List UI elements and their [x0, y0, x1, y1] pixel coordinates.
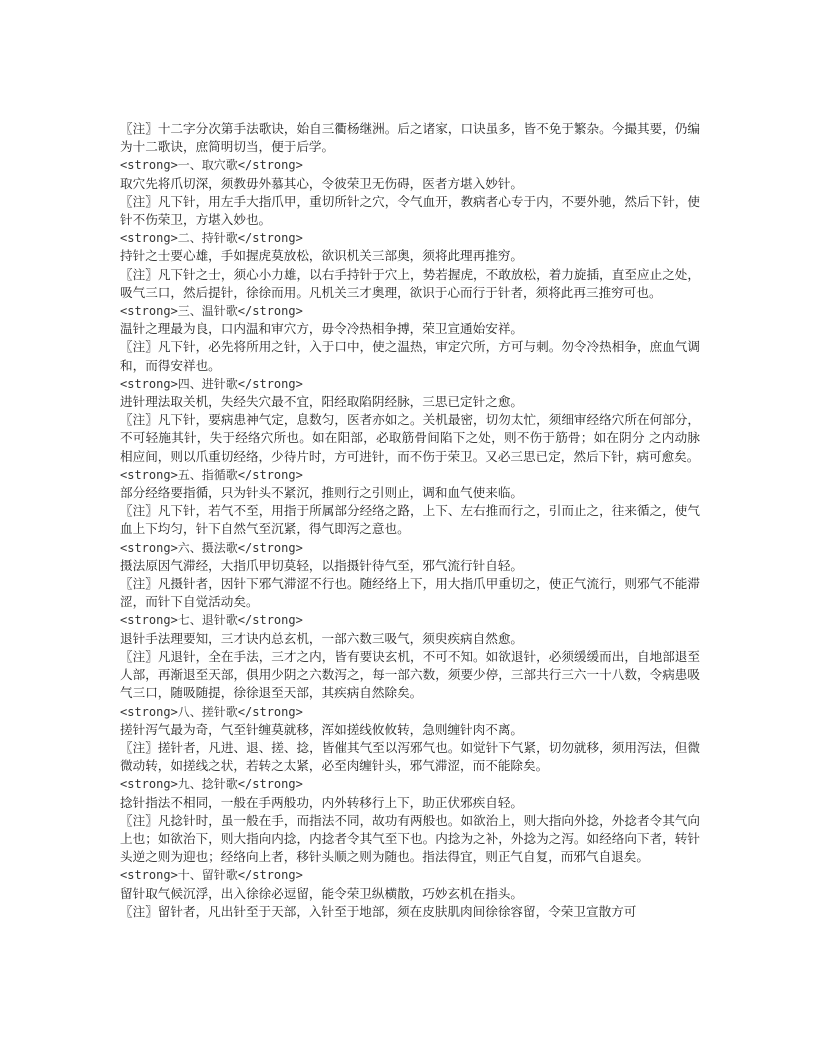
note-paragraph: 〖注〗凡下针之士，须心小力雄，以右手持针于穴上，势若握虎，不敢放松，着力旋插，直至应止之处，吸气三口，然后提针，徐徐而用。凡机关三才奥理，欲识于心而行于针者，须将此再三推穷可也。	[120, 266, 700, 300]
section-heading: <strong>五、指循歌</strong>	[120, 467, 303, 482]
section-heading: <strong>八、搓针歌</strong>	[120, 704, 303, 719]
note-paragraph: 〖注〗凡下针，要病患神气定，息数匀，医者亦如之。关机最密，切勿太忙，须细审经络穴所在何部分，不可轻施其针，失于经络穴所也。如在阳部，必取筋骨间陷下之处，则不伤于筋骨；如在阴分 之内动脉相应间，则以爪重切经络，少待片时，方可进针，而不伤于荣卫。又必三思已定，然后下针，病可愈矣。	[120, 412, 700, 464]
note-paragraph: 〖注〗凡下针，若气不至，用指于所属部分经络之路，上下、左右推而行之，引而止之，往来循之，使气血上下均匀，针下自然气至沉紧，得气即泻之意也。	[120, 503, 700, 537]
note-paragraph: 〖注〗凡捻针时，虽一般在手，而指法不同，故功有两般也。如欲治上，则大指向外捻，外捻者令其气向上也；如欲治下，则大指向内捻，内捻者令其气至下也。内捻为之补，外捻为之泻。如经络向下者，转针头逆之则为迎也；经络向上者，移针头顺之则为随也。指法得宜，则正气自复，而邪气自退矣。	[120, 812, 700, 865]
verse-paragraph: 留针取气候沉浮，出入徐徐必逗留，能令荣卫纵横散，巧妙玄机在指头。	[120, 885, 523, 901]
note-paragraph: 〖注〗十二字分次第手法歌诀，始自三衢杨继洲。后之诸家，口诀虽多，皆不免于繁杂。今撮其要，仍编为十二歌诀，庶简明切当，便于后学。	[120, 121, 700, 155]
note-paragraph: 〖注〗留针者，凡出针至于天部，入针至于地部，须在皮肤肌肉间徐徐容留，令荣卫宣散方可	[120, 903, 637, 919]
verse-paragraph: 搓针泻气最为奇，气至针缠莫就移，浑如搓线攸攸转，急则缠针肉不离。	[120, 721, 523, 737]
section-heading: <strong>四、进针歌</strong>	[120, 376, 303, 391]
note-paragraph: 〖注〗凡退针，全在手法，三才之内，皆有要诀玄机，不可不知。如欲退针，必须缓缓而出，自地部退至人部，再渐退至天部，俱用少阴之六数泻之，每一部六数，须要少停，三部共行三六一十八数，令病患吸气三口，随吸随提，徐徐退至天部，其疾病自然除矣。	[120, 648, 700, 701]
document-page	[120, 120, 700, 921]
section-heading: <strong>六、摄法歌</strong>	[120, 540, 303, 555]
verse-paragraph: 部分经络要指循，只为针头不紧沉，推则行之引则止，调和血气使来临。	[120, 485, 523, 501]
section-heading: <strong>七、退针歌</strong>	[120, 613, 303, 628]
verse-paragraph: 取穴先将爪切深，须教毋外慕其心，令彼荣卫无伤碍，医者方堪入妙针。	[120, 175, 523, 191]
section-heading: <strong>九、捻针歌</strong>	[120, 777, 303, 792]
section-heading: <strong>二、持针歌</strong>	[120, 231, 303, 246]
section-heading: <strong>十、留针歌</strong>	[120, 868, 303, 883]
note-paragraph: 〖注〗凡摄针者，因针下邪气滞涩不行也。随经络上下，用大指爪甲重切之，使正气流行，则邪气不能滞涩，而针下自觉活动矣。	[120, 576, 700, 610]
note-paragraph: 〖注〗凡下针，用左手大指爪甲，重切所针之穴，令气血开，教病者心专于内，不要外驰，然后下针，使针不伤荣卫，方堪入妙也。	[120, 193, 700, 228]
verse-paragraph: 持针之士要心雄，手如握虎莫放松，欲识机关三部奥，须将此理再推穷。	[120, 248, 523, 264]
note-paragraph: 〖注〗搓针者，凡进、退、搓、捻，皆催其气至以泻邪气也。如觉针下气紧，切勿就移，须用泻法，但微微动转，如搓线之状，若转之太紧，必至肉缠针头，邪气滞涩，而不能除矣。	[120, 739, 700, 774]
section-heading: <strong>一、取穴歌</strong>	[120, 158, 303, 173]
verse-paragraph: 摄法原因气滞经，大指爪甲切莫轻，以指摄针待气至，邪气流行针自轻。	[120, 557, 523, 573]
verse-paragraph: 进针理法取关机，失经失穴最不宜，阳经取陷阴经脉，三思已定针之愈。	[120, 394, 523, 410]
verse-paragraph: 退针手法理要知，三才诀内总玄机，一部六数三吸气，须臾疾病自然愈。	[120, 630, 523, 646]
verse-paragraph: 捻针指法不相同，一般在手两般功，内外转移行上下，助正伏邪疾自轻。	[120, 794, 523, 810]
section-heading: <strong>三、温针歌</strong>	[120, 304, 303, 319]
verse-paragraph: 温针之理最为良，口内温和审穴方，毋令冷热相争搏，荣卫宣通始安祥。	[120, 321, 523, 337]
note-paragraph: 〖注〗凡下针，必先将所用之针，入于口中，使之温热，审定穴所，方可与刺。勿令冷热相争，庶血气调和，而得安祥也。	[120, 339, 700, 373]
